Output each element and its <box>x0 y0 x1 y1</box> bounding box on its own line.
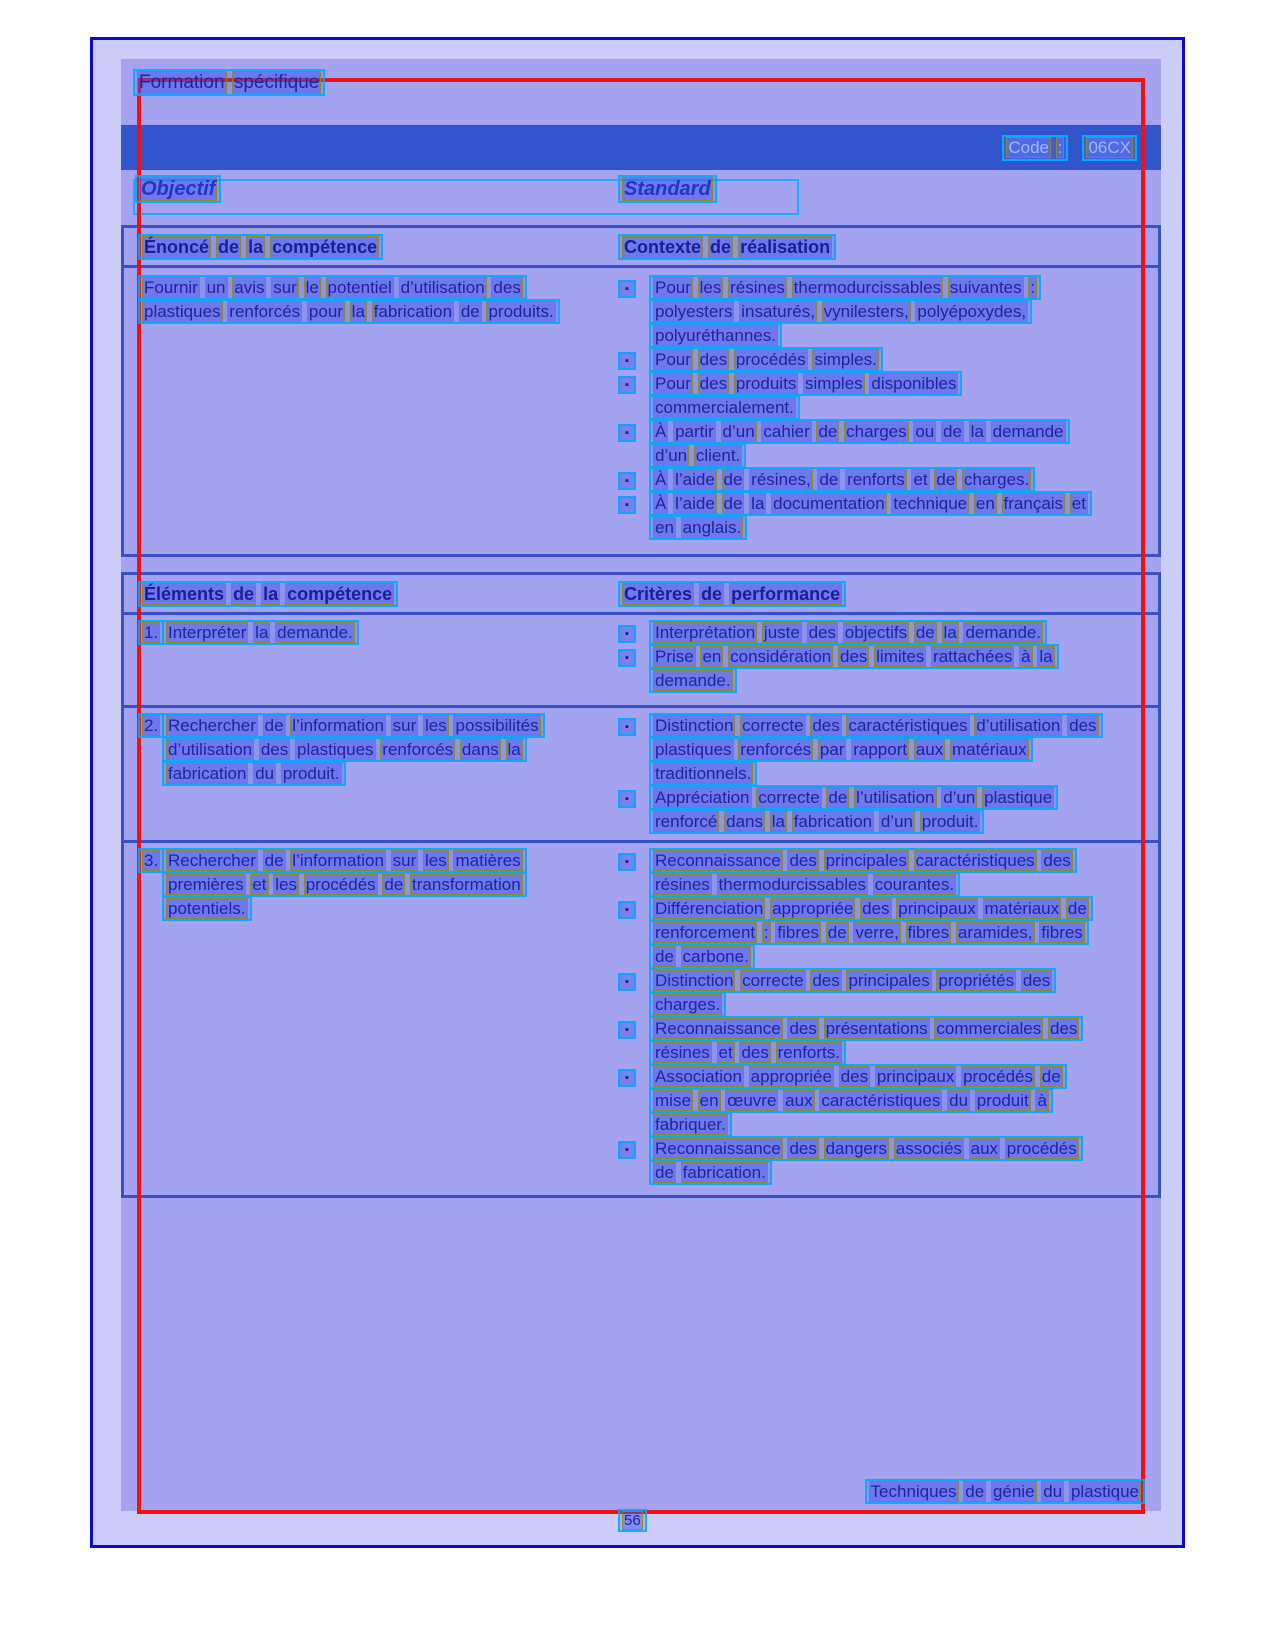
bullet-icon: ▪ <box>618 718 636 736</box>
criteria-list <box>618 849 1116 1189</box>
bullet-icon: ▪ <box>618 790 636 808</box>
header-cell-enonce: Énoncé de la compétence <box>124 235 618 259</box>
heading-objectif: Objectif <box>135 178 221 201</box>
list-item: ▪ Prise en considération des limites rattachées à la demande. <box>618 645 1104 693</box>
list-item: ▪ Distinction correcte des principales propriétés des charges. <box>618 969 1104 1017</box>
list-item: ▪ À l’aide de résines, de renforts et de charges. <box>618 468 1104 492</box>
list-item: ▪ Association appropriée des principaux procédés de mise en œuvre aux caractéristiques du produit à fabriquer. <box>618 1065 1104 1137</box>
bullet-icon: ▪ <box>618 472 636 490</box>
code-label: Code : <box>1002 135 1068 161</box>
code-value: 06CX <box>1082 135 1137 161</box>
header-cell-criteres: Critères de performance <box>618 582 1158 606</box>
element-cell: 2. Rechercher de l’information sur les possibilités d’utilisation des plastiques renforcés dans la fabrication du produit. <box>124 714 618 834</box>
list-item: ▪ À l’aide de la documentation technique en français et en anglais. <box>618 492 1104 540</box>
page-number: 56 <box>618 1512 647 1529</box>
bullet-icon: ▪ <box>618 496 636 514</box>
list-item: ▪ Appréciation correcte de l’utilisation d’un plastique renforcé dans la fabrication d’un produit. <box>618 786 1104 834</box>
list-item: ▪ À partir d’un cahier de charges ou de la demande d’un client. <box>618 420 1104 468</box>
bullet-icon: ▪ <box>618 853 636 871</box>
header-cell-elements: Éléments de la compétence <box>124 582 618 606</box>
bullet-icon: ▪ <box>618 376 636 394</box>
header-cell-contexte: Contexte de réalisation <box>618 235 1158 259</box>
bullet-icon: ▪ <box>618 1069 636 1087</box>
bullet-icon: ▪ <box>618 280 636 298</box>
list-item: ▪ Interprétation juste des objectifs de la demande. <box>618 621 1104 645</box>
list-item: ▪ Reconnaissance des principales caractéristiques des résines thermodurcissables courantes. <box>618 849 1104 897</box>
list-item: ▪ Pour des procédés simples. <box>618 348 1104 372</box>
heading-standard: Standard <box>618 178 717 201</box>
list-item: ▪ Distinction correcte des caractéristiques d’utilisation des plastiques renforcés par rapport aux matériaux traditionnels. <box>618 714 1104 786</box>
bullet-icon: ▪ <box>618 352 636 370</box>
competence-statement: Fournir un avis sur le potentiel d’utilisation des plastiques renforcés pour la fabrication de produits. <box>138 276 588 324</box>
bullet-icon: ▪ <box>618 625 636 643</box>
bullet-icon: ▪ <box>618 1021 636 1039</box>
bullet-icon: ▪ <box>618 1141 636 1159</box>
bullet-icon: ▪ <box>618 901 636 919</box>
section-label: Formation spécifique <box>133 72 325 94</box>
bullet-icon: ▪ <box>618 973 636 991</box>
list-item: ▪ Reconnaissance des présentations commerciales des résines et des renforts. <box>618 1017 1104 1065</box>
element-cell: 1. Interpréter la demande. <box>124 621 618 699</box>
list-item: ▪ Pour des produits simples disponibles commercialement. <box>618 372 1104 420</box>
list-item: ▪ Pour les résines thermodurcissables suivantes : polyesters insaturés, vynilesters, polyépoxydes, polyuréthannes. <box>618 276 1104 348</box>
bullet-icon: ▪ <box>618 424 636 442</box>
list-item: ▪ Reconnaissance des dangers associés aux procédés de fabrication. <box>618 1137 1104 1185</box>
element-cell: 3. Rechercher de l’information sur les matières premières et les procédés de transformation potentiels. <box>124 849 618 1189</box>
list-item: ▪ Différenciation appropriée des principaux matériaux de renforcement : fibres de verre, fibres aramides, fibres de carbone. <box>618 897 1104 969</box>
bullet-icon: ▪ <box>618 649 636 667</box>
footer-title: Techniques de génie du plastique <box>865 1482 1145 1502</box>
